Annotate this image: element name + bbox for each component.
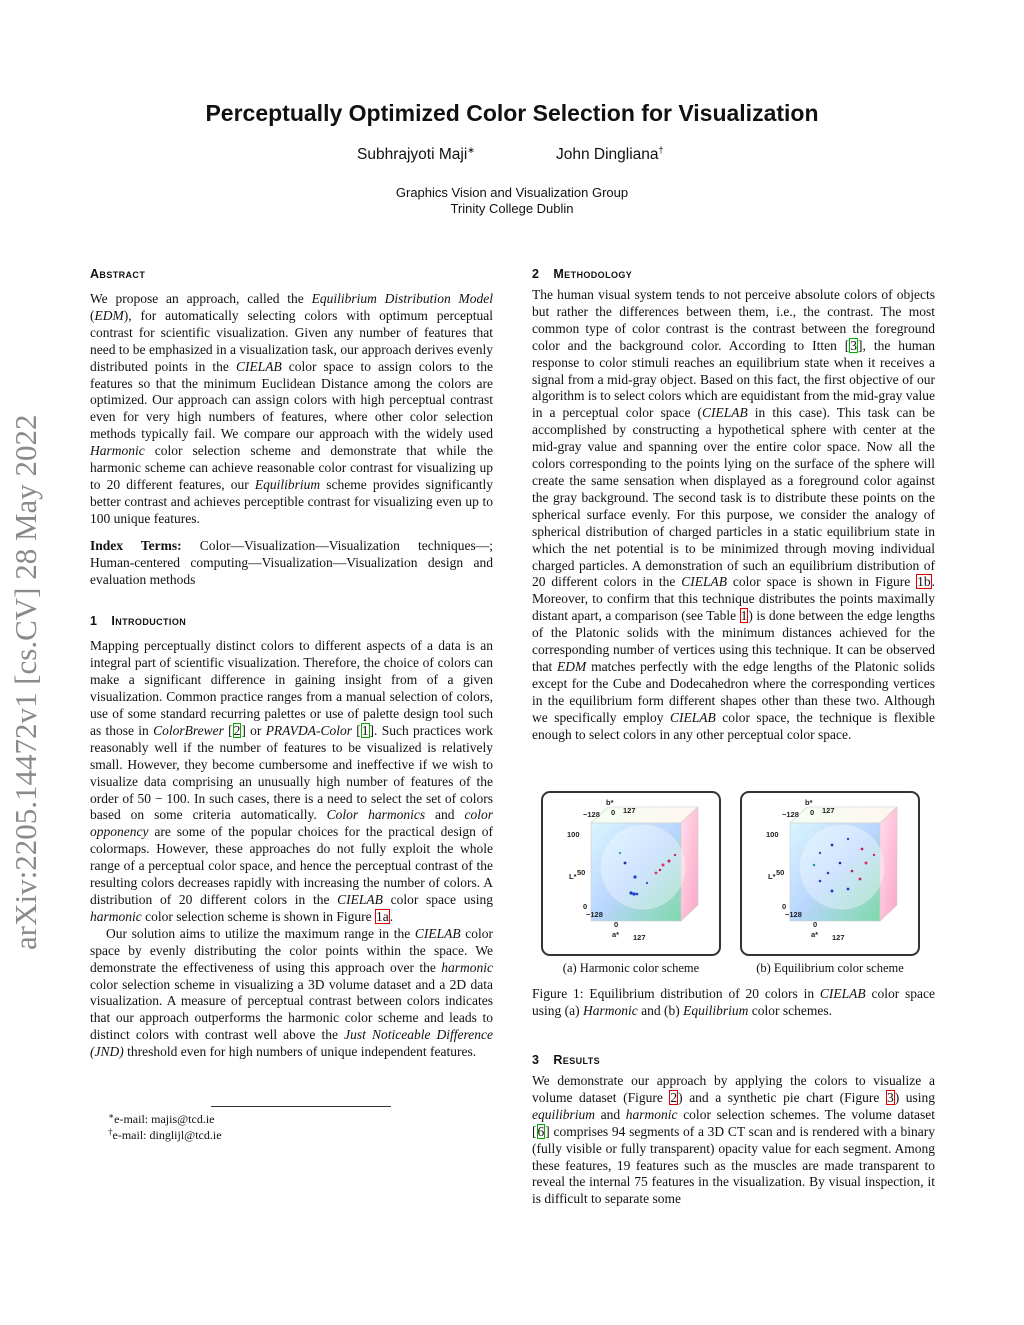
figure-1a-caption: (a) Harmonic color scheme xyxy=(562,961,700,975)
axis-tick: 0 xyxy=(614,920,619,929)
axis-label: a* xyxy=(612,930,620,939)
axis-tick: 0 xyxy=(611,808,616,817)
footnote-1: ∗e-mail: majis@tcd.ie xyxy=(108,1111,215,1126)
axis-tick: 100 xyxy=(567,830,580,839)
axis-label: a* xyxy=(811,930,819,939)
axis-tick: 0 xyxy=(813,920,818,929)
footnote-rule xyxy=(211,1106,391,1107)
axis-label: L* xyxy=(768,872,776,881)
axis-tick: −128 xyxy=(785,910,802,919)
methodology-paragraph: The human visual system tends to not perceive absolute colors of objects but rather the differences between them, i.e., the contrast. The most common type of color contrast is the contrast between the foreground color and the background color. According to Itten [3], the human response to color stimuli reaches an equilibrium state when it receives a signal from a mid-gray object. Based on this fact, the first objective of our algorithm is to select colors which are equidistant from the mid-gray value in a perceptual color space (CIELAB in this case). This task can be accomplished by constructing a hypothetical sphere with center at the mid-gray value and spanning over the entire color space. Now all the colors corresponding to the points lying on the surface of the sphere will create the same sensation when displayed as a foreground color against the gray background. The second task is to distribute these points on the spherical surface evenly. For this purpose, we consider the analogy of spherical distribution of charged particles in a static equilibrium state in which the net potential is to be minimized through moving individual charged particles. A demonstration of such an equilibrium distribution of 20 different colors in the CIELAB color space is shown in Figure 1b. Moreover, to confirm that this technique distributes the points maximally distant apart, a comparison (see Table 1) is done between the edge lengths of the Platonic solids with the minimum distances achieved for the corresponding number of vertices using this technique. It can be observed that EDM matches perfectly with the edge lengths of the Platonic solids except for the Cube and Dodecahedron where the corresponding vertices in the equilibrium form different shapes other than these two. Although we specifically employ CIELAB color space, the technique is flexible enough to select colors in any other perceptual color space. xyxy=(532,287,936,742)
intro-paragraph-1: Mapping perceptually distinct colors to different aspects of a data is an integral part of scientific visualization. Therefore, the choice of colors can make a significant difference in gaining insight from of a given visualization. Common practice ranges from a manual selection of colors, use of some standard recurring palettes or use of palette design tool such as those in ColorBrewer [2] or PRAVDA-Color [1]. Such practices work reasonably well if the number of features to be visualized is relatively small. However, they become cumbersome and ineffective if we wish to visualize data comprising an unusually high number of features of the order of 50 − 100. In such cases, there is a need to select the set of colors based on some criteria automatically. Color harmonics and color opponency are some of the popular choices for the practical design of colormaps. However, these approaches do not fully exploit the whole range of a perceptual color space, and hence the perceptual contrast of the resulting colors decreases rapidly with increasing the number of colors. A distribution of 20 different colors in the CIELAB color space using harmonic color selection scheme is shown in Figure 1a. xyxy=(90,638,493,924)
axis-tick: −128 xyxy=(583,810,600,819)
axis-tick: 50 xyxy=(776,868,785,877)
citation-link[interactable]: 3 xyxy=(850,337,858,353)
footnote-2: †e-mail: dinglijl@tcd.ie xyxy=(108,1127,222,1142)
axis-label: b* xyxy=(606,798,614,807)
figure-1a-panel xyxy=(541,791,721,956)
figure-link[interactable]: 1b xyxy=(917,574,931,590)
results-section xyxy=(532,1053,935,1208)
citation-link[interactable]: 1 xyxy=(361,722,369,738)
right-column xyxy=(532,267,935,743)
citation-link[interactable]: 2 xyxy=(233,722,241,738)
author-1: Subhrajyoti Maji∗ xyxy=(357,145,475,163)
axis-tick: 50 xyxy=(577,868,586,877)
axis-tick: 0 xyxy=(810,808,815,817)
axis-tick: 127 xyxy=(822,806,835,815)
author-2: John Dingliana† xyxy=(556,145,664,163)
results-paragraph: We demonstrate our approach by applying the colors to visualize a volume dataset (Figure 2) and a synthetic pie chart (Figure 3) using equilibrium and harmonic color selection schemes. The volume dataset [6] comprises 94 segments of a 3D CT scan and is rendered with a binary (fully visible or fully transparent) opacity value for each segment. Among these features, 19 features such as the muscles are made transparent to reveal the internal 75 features in the visualization. By visual inspection, it is difficult to separate some xyxy=(532,1073,936,1207)
figure-1b-panel xyxy=(740,791,920,956)
index-terms: Index Terms: Color—Visualization—Visualization techniques—; Human-centered computing—Visualization—Visualization design and evaluation methods xyxy=(90,537,494,587)
table-link[interactable]: 1 xyxy=(740,608,748,624)
axis-tick: 127 xyxy=(623,806,636,815)
axis-tick: 0 xyxy=(583,902,588,911)
cielab-cube-harmonic xyxy=(543,793,719,954)
affiliation-institution: Trinity College Dublin xyxy=(450,201,574,216)
arxiv-stamp: arXiv:2205.14472v1 [cs.CV] 28 May 2022 xyxy=(8,414,43,950)
axis-tick: −128 xyxy=(782,810,799,819)
cielab-cube-equilibrium xyxy=(742,793,918,954)
left-column xyxy=(90,267,493,1061)
affiliation xyxy=(0,185,1024,217)
axis-tick: 100 xyxy=(766,830,779,839)
axis-tick: 127 xyxy=(832,933,845,942)
axis-tick: 127 xyxy=(633,933,646,942)
axis-label: b* xyxy=(805,798,813,807)
citation-link[interactable]: 6 xyxy=(537,1123,545,1139)
axis-label: L* xyxy=(569,872,577,881)
figure-1-caption: Figure 1: Equilibrium distribution of 20 colors in CIELAB color space using (a) Harmonic and (b) Equilibrium color schemes. xyxy=(532,986,935,1018)
results-heading: 3 Results xyxy=(532,1053,601,1067)
figure-1b-caption: (b) Equilibrium color scheme xyxy=(756,961,904,975)
methodology-heading: 2 Methodology xyxy=(532,267,633,281)
axis-tick: −128 xyxy=(586,910,603,919)
figure-link[interactable]: 2 xyxy=(670,1089,678,1105)
intro-paragraph-2: Our solution aims to utilize the maximum range in the CIELAB color space by evenly distributing the color points within the space. We demonstrate the effectiveness of using this approach over the harmonic color selection scheme in visualizing a 3D volume dataset and a 2D data visualization. A measure of perceptual contrast between colors indicates that our approach outperforms the harmonic color scheme and leads to distinct colors with contrast well above the Just Noticeable Difference (JND) threshold even for high numbers of unique independent features. xyxy=(90,925,493,1060)
intro-heading: 1 Introduction xyxy=(90,614,187,629)
abstract-heading: Abstract xyxy=(90,267,146,281)
figure-link[interactable]: 1a xyxy=(375,908,389,924)
affiliation-group: Graphics Vision and Visualization Group xyxy=(395,185,629,200)
axis-tick: 0 xyxy=(782,902,787,911)
figure-link[interactable]: 3 xyxy=(886,1089,894,1105)
paper-title: Perceptually Optimized Color Selection for Visualization xyxy=(205,100,819,126)
abstract-text: We propose an approach, called the Equilibrium Distribution Model (EDM), for automatically selecting colors with optimum perceptual contrast for scientific visualization. Given any number of features that need to be emphasized in a visualization task, our approach derives evenly distributed points in the CIELAB color space to assign colors to the features so that the minimum Euclidean Distance among the colors are optimized. Our approach can assign colors with high perceptual contrast even for very high numbers of features, where other color selection methods typically fail. We compare our approach with the widely used Harmonic color selection scheme and demonstrate that while the harmonic scheme can achieve reasonable color contrast for visualizing up to 20 different features, our Equilibrium scheme provides significantly better contrast and achieves perceptible contrast for visualizing even up to 100 unique features. xyxy=(90,291,493,526)
